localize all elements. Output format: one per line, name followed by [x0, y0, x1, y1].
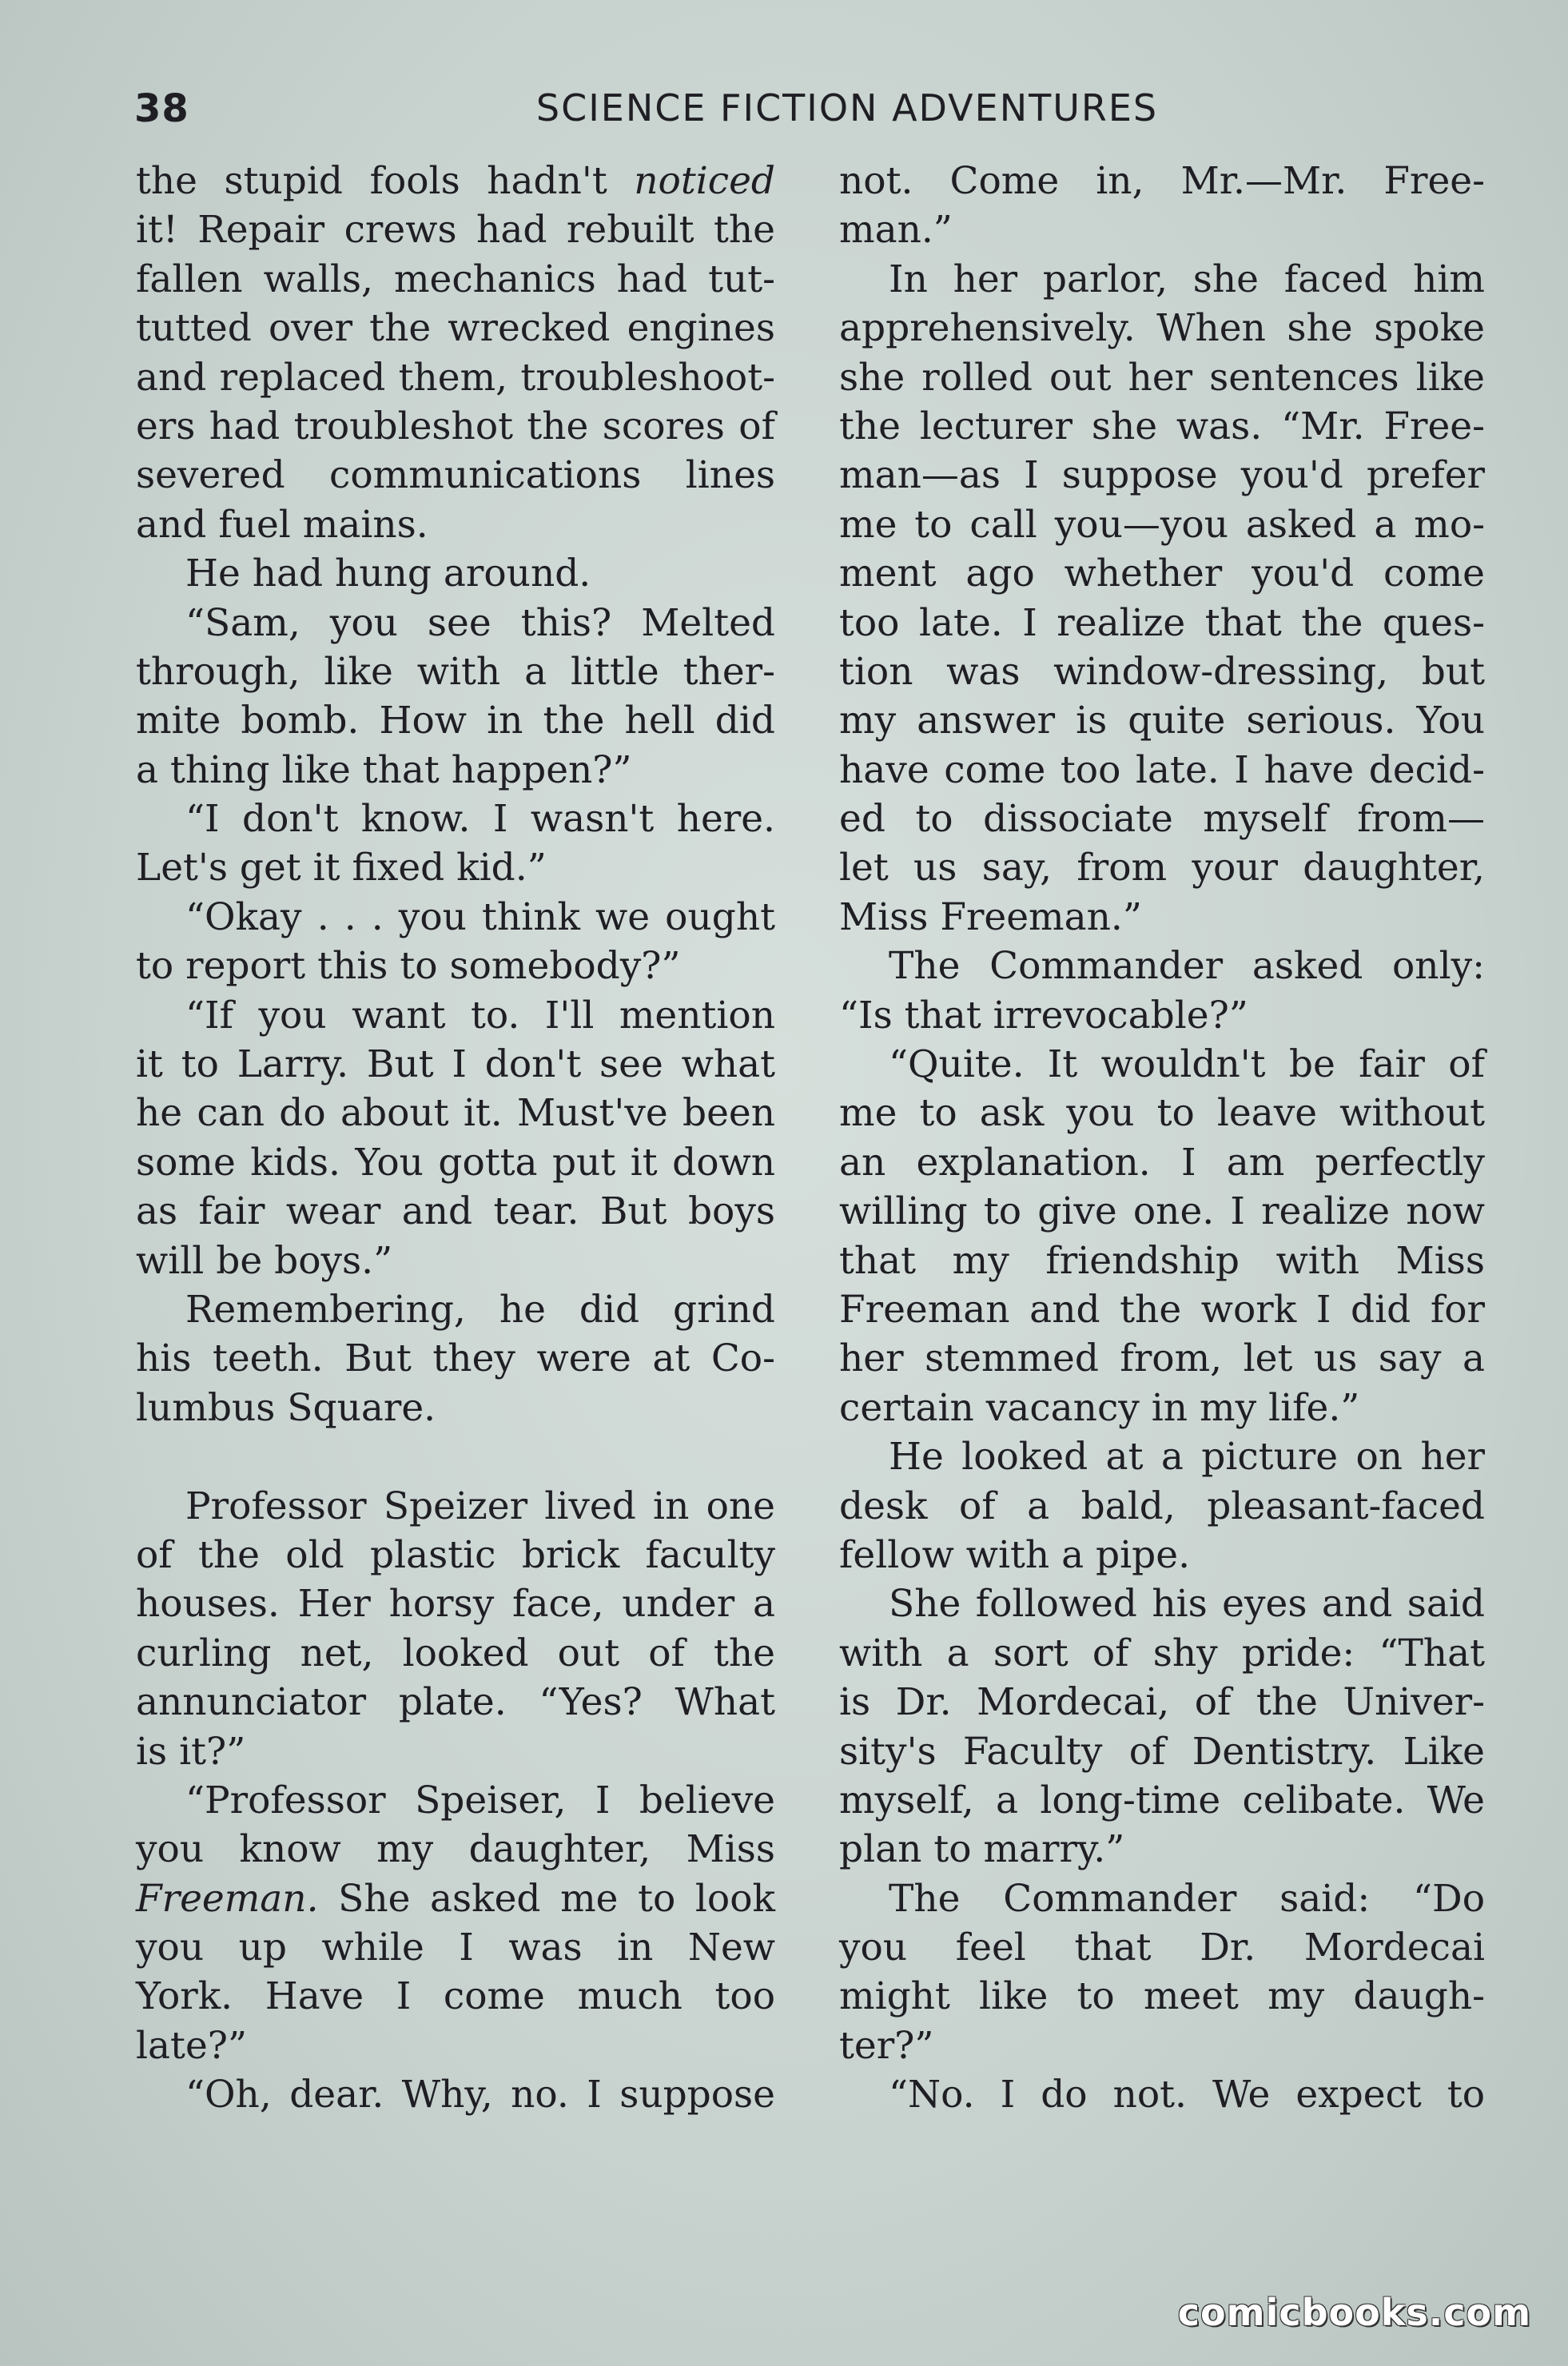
text-line: York. Have I come much too: [136, 1974, 775, 2019]
text-line: have come too late. I have decid-: [839, 747, 1485, 792]
text-line: let us say, from your daughter,: [839, 846, 1485, 890]
text-line: an explanation. I am perfectly: [839, 1140, 1485, 1185]
text-line: “Is that irrevocable?”: [839, 993, 1248, 1038]
text-line: Freeman. She asked me to look: [136, 1876, 775, 1921]
text-line: mite bomb. How in the hell did: [136, 699, 775, 743]
text-line: and fuel mains.: [136, 502, 428, 547]
text-line: Freeman and the work I did for: [839, 1287, 1485, 1332]
text-line: sity's Faculty of Dentistry. Like: [839, 1729, 1485, 1774]
text-line: man—as I suppose you'd prefer: [839, 453, 1485, 498]
text-line: you up while I was in New: [136, 1926, 775, 1970]
text-line: tutted over the wrecked engines: [136, 306, 775, 351]
text-line: is it?”: [136, 1729, 246, 1774]
text-line: houses. Her horsy face, under a: [136, 1582, 775, 1627]
text-line: tion was window-dressing, but: [839, 649, 1485, 694]
text-line: “No. I do not. We expect to: [889, 2073, 1485, 2117]
text-line: She followed his eyes and said: [889, 1582, 1485, 1627]
text-line: me to call you—you asked a mo-: [839, 502, 1485, 547]
text-line: annunciator plate. “Yes? What: [136, 1680, 775, 1725]
text-line: myself, a long-time celibate. We: [839, 1778, 1485, 1822]
text-line: she rolled out her sentences like: [839, 355, 1485, 400]
text-line: to report this to somebody?”: [136, 944, 681, 989]
text-line: his teeth. But they were at Co-: [136, 1336, 775, 1381]
text-line: not. Come in, Mr.—Mr. Free-: [839, 159, 1485, 203]
text-line: you know my daughter, Miss: [136, 1827, 775, 1872]
text-line: The Commander said: “Do: [889, 1876, 1485, 1921]
text-line: “If you want to. I'll mention: [185, 993, 775, 1038]
text-line: Let's get it fixed kid.”: [136, 846, 547, 890]
text-line: certain vacancy in my life.”: [839, 1385, 1360, 1430]
text-line: willing to give one. I realize now: [839, 1189, 1485, 1234]
text-line: ter?”: [839, 2023, 934, 2068]
text-line: Professor Speizer lived in one: [185, 1484, 775, 1528]
text-line: me to ask you to leave without: [839, 1091, 1485, 1136]
text-line: He had hung around.: [185, 552, 591, 596]
left-column: [136, 157, 775, 2120]
text-line: man.”: [839, 208, 953, 253]
text-line: Remembering, he did grind: [185, 1287, 775, 1332]
text-line: In her parlor, she faced him: [889, 257, 1485, 301]
text-line: ed to dissociate myself from—: [839, 797, 1485, 842]
text-line: [136, 1432, 775, 1481]
text-line: late?”: [136, 2023, 247, 2068]
text-line: as fair wear and tear. But boys: [136, 1189, 775, 1234]
running-head: SCIENCE FICTION ADVENTURES: [535, 86, 1159, 129]
right-column: [839, 157, 1485, 2120]
text-line: Miss Freeman.”: [839, 894, 1142, 939]
text-line: apprehensively. When she spoke: [839, 306, 1485, 351]
watermark: comicbooks.com: [1177, 2291, 1531, 2334]
text-line: of the old plastic brick faculty: [136, 1532, 775, 1577]
text-line: is Dr. Mordecai, of the Univer-: [839, 1680, 1485, 1725]
text-line: through, like with a little ther-: [136, 649, 775, 694]
page-number: 38: [134, 86, 189, 131]
text-line: ers had troubleshot the scores of: [136, 404, 775, 448]
text-line: it! Repair crews had rebuilt the: [136, 208, 775, 253]
text-line: the stupid fools hadn't noticed: [136, 159, 775, 203]
text-line: ment ago whether you'd come: [839, 552, 1485, 596]
text-line: he can do about it. Must've been: [136, 1091, 775, 1136]
text-line: might like to meet my daugh-: [839, 1974, 1485, 2019]
text-line: curling net, looked out of the: [136, 1631, 775, 1675]
text-line: fellow with a pipe.: [839, 1532, 1191, 1577]
text-line: with a sort of shy pride: “That: [839, 1631, 1485, 1675]
text-line: fallen walls, mechanics had tut-: [136, 257, 775, 301]
text-line: “Okay . . . you think we ought: [185, 894, 775, 939]
text-line: will be boys.”: [136, 1238, 393, 1283]
text-line: desk of a bald, pleasant-faced: [839, 1484, 1485, 1528]
text-line: He looked at a picture on her: [889, 1435, 1485, 1480]
text-line: “Oh, dear. Why, no. I suppose: [185, 2073, 775, 2117]
text-line: The Commander asked only:: [889, 944, 1485, 989]
text-line: her stemmed from, let us say a: [839, 1336, 1485, 1381]
text-line: “Professor Speiser, I believe: [185, 1778, 775, 1822]
text-line: “Quite. It wouldn't be fair of: [889, 1042, 1485, 1087]
text-line: severed communications lines: [136, 453, 775, 498]
text-line: some kids. You gotta put it down: [136, 1140, 775, 1185]
text-line: plan to marry.”: [839, 1827, 1125, 1872]
text-line: the lecturer she was. “Mr. Free-: [839, 404, 1485, 448]
text-line: a thing like that happen?”: [136, 747, 632, 792]
text-line: lumbus Square.: [136, 1385, 436, 1430]
text-line: my answer is quite serious. You: [839, 699, 1485, 743]
text-line: “Sam, you see this? Melted: [185, 600, 775, 645]
text-line: too late. I realize that the ques-: [839, 600, 1485, 645]
text-line: and replaced them, troubleshoot-: [136, 355, 775, 400]
text-line: you feel that Dr. Mordecai: [839, 1926, 1485, 1970]
text-line: that my friendship with Miss: [839, 1238, 1485, 1283]
text-line: “I don't know. I wasn't here.: [185, 797, 775, 842]
text-line: it to Larry. But I don't see what: [136, 1042, 775, 1087]
